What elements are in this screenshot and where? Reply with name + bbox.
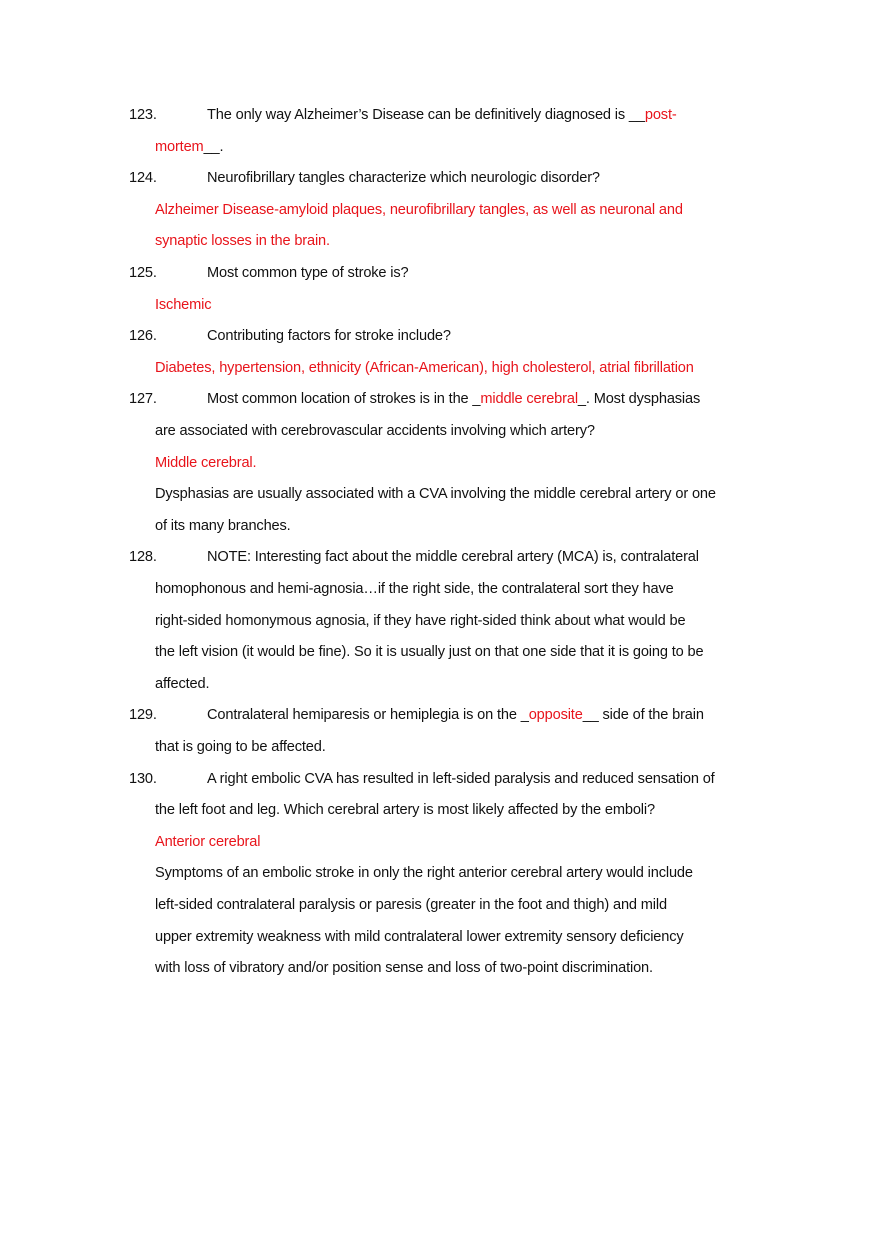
body-text: that is going to be affected. <box>155 739 326 755</box>
answer-text: Diabetes, hypertension, ethnicity (African-American), high cholesterol, atrial fibrillation <box>155 359 694 376</box>
line-text <box>155 484 716 504</box>
answer-text: Ischemic <box>155 296 212 313</box>
line-text <box>155 231 330 251</box>
question-number: 127. <box>129 391 157 408</box>
body-text: Most common location of strokes is in the _ <box>207 391 481 408</box>
answer-text: opposite <box>528 707 583 724</box>
answer-text: synaptic losses in the brain. <box>155 233 330 250</box>
line-text <box>155 358 694 378</box>
body-text: Contralateral hemiparesis or hemiplegia is on the _ <box>207 707 529 724</box>
body-text: __. <box>203 138 224 155</box>
body-text: are associated with cerebrovascular accidents involving which artery? <box>155 423 595 439</box>
question-number: 124. <box>129 170 157 187</box>
line-text <box>207 769 715 789</box>
question-number: 126. <box>129 328 157 345</box>
line-text <box>155 421 595 441</box>
question-number: 130. <box>129 770 157 787</box>
line-text <box>155 642 703 662</box>
body-text: homophonous and hemi-agnosia…if the right side, the contralateral sort they have <box>155 581 674 597</box>
answer-text: Alzheimer Disease-amyloid plaques, neurofibrillary tangles, as well as neuronal and <box>155 201 683 218</box>
line-text <box>155 200 683 220</box>
body-text: Most common type of stroke is? <box>207 265 409 281</box>
body-text: Neurofibrillary tangles characterize which neurologic disorder? <box>207 170 600 187</box>
line-text <box>155 137 223 157</box>
body-text: of its many branches. <box>155 517 291 534</box>
answer-text: Anterior cerebral <box>155 833 261 850</box>
body-text: with loss of vibratory and/or position sense and loss of two-point discrimination. <box>155 960 653 977</box>
line-text <box>207 547 699 567</box>
body-text: Symptoms of an embolic stroke in only the right anterior cerebral artery would include <box>155 865 693 882</box>
line-text <box>155 516 291 536</box>
line-text <box>155 832 260 852</box>
body-text: _. Most dysphasias <box>577 391 701 408</box>
answer-text: post- <box>644 107 677 123</box>
line-text <box>155 611 685 631</box>
line-text <box>155 295 211 315</box>
line-text <box>207 326 451 346</box>
question-number: 125. <box>129 265 157 281</box>
question-number: 128. <box>129 549 157 566</box>
line-text <box>207 263 409 283</box>
body-text: the left vision (it would be fine). So it is usually just on that one side that it is going to be <box>155 644 704 661</box>
question-number: 123. <box>129 107 157 123</box>
body-text: right-sided homonymous agnosia, if they have right-sided think about what would be <box>155 612 686 629</box>
line-text <box>207 705 704 725</box>
line-text <box>155 958 653 978</box>
line-text <box>207 105 677 125</box>
question-number: 129. <box>129 707 157 724</box>
body-text: __ side of the brain <box>582 707 704 724</box>
line-text <box>155 863 693 883</box>
line-text <box>207 168 600 188</box>
body-text: upper extremity weakness with mild contralateral lower extremity sensory deficiency <box>155 928 684 945</box>
body-text: NOTE: Interesting fact about the middle cerebral artery (MCA) is, contralateral <box>207 549 699 566</box>
body-text: A right embolic CVA has resulted in left-sided paralysis and reduced sensation of <box>207 770 715 787</box>
body-text: Dysphasias are usually associated with a CVA involving the middle cerebral artery or one <box>155 486 716 503</box>
line-text <box>155 674 209 694</box>
line-text <box>155 737 326 757</box>
line-text <box>155 579 674 599</box>
body-text: The only way Alzheimer’s Disease can be definitively diagnosed is __ <box>207 107 645 123</box>
body-text: left-sided contralateral paralysis or paresis (greater in the foot and thigh) and mild <box>155 897 667 913</box>
line-text <box>155 895 667 915</box>
answer-text: mortem <box>155 138 204 155</box>
answer-text: Middle cerebral. <box>155 454 257 471</box>
answer-text: middle cerebral <box>480 391 578 408</box>
body-text: the left foot and leg. Which cerebral artery is most likely affected by the emboli? <box>155 802 655 819</box>
line-text <box>155 800 655 820</box>
body-text: Contributing factors for stroke include? <box>207 328 451 345</box>
body-text: affected. <box>155 675 210 692</box>
line-text <box>155 453 256 473</box>
line-text <box>155 927 684 947</box>
line-text <box>207 389 700 409</box>
